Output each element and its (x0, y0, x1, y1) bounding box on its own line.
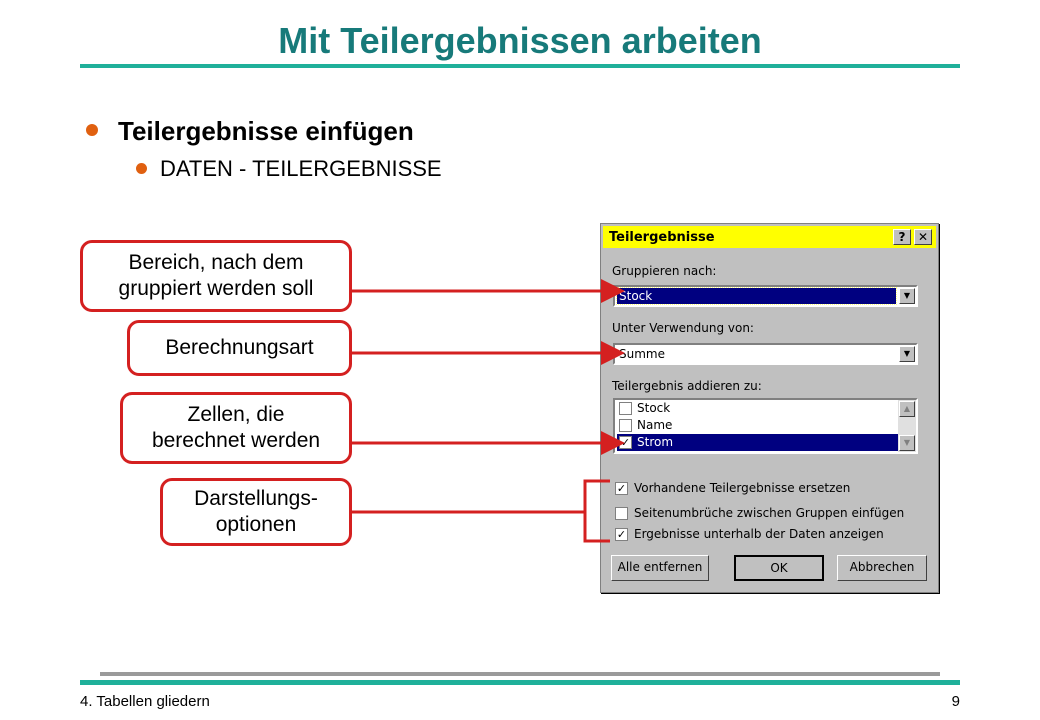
checkbox-strom[interactable]: ✓ (620, 436, 631, 449)
close-button[interactable]: ✕ (914, 229, 932, 245)
remove-all-button[interactable]: Alle entfernen (611, 555, 709, 581)
footer-rule (80, 680, 960, 685)
page-number: 9 (951, 693, 960, 710)
group-label: Gruppieren nach: (612, 264, 717, 278)
function-value: Summe (619, 347, 665, 361)
option-label: Seitenumbrüche zwischen Gruppen einfügen (634, 506, 905, 520)
add-to-label: Teilergebnis addieren zu: (612, 379, 762, 393)
bullet-teilergebnisse-einfuegen: Teilergebnisse einfügen (118, 116, 414, 146)
cancel-button[interactable]: Abbrechen (837, 555, 927, 581)
callout-berechnungsart-text: Berechnungsart (165, 336, 314, 359)
scroll-down-icon[interactable]: ▼ (899, 435, 915, 451)
group-by-value: Stock (617, 288, 896, 304)
bullet-menu-path: DATEN - TEILERGEBNISSE (160, 156, 442, 181)
chevron-down-icon[interactable]: ▼ (899, 288, 915, 304)
slide-title: Mit Teilergebnissen arbeiten (278, 20, 762, 61)
bracket-darstellung (352, 481, 610, 541)
function-label: Unter Verwendung von: (612, 321, 754, 335)
dialog-title: Teilergebnisse (609, 230, 715, 245)
callout-bereich-text: Bereich, nach dem gruppiert werden soll (118, 251, 314, 300)
footer-chapter: 4. Tabellen gliedern (80, 693, 210, 710)
chevron-down-icon[interactable]: ▼ (899, 346, 915, 362)
ok-button[interactable]: OK (734, 555, 824, 581)
help-button[interactable]: ? (893, 229, 911, 245)
checkbox-replace[interactable]: ✓ (616, 482, 627, 495)
footer-shadow-rule (100, 672, 940, 676)
callout-darstellung-text: Darstellungs- optionen (194, 487, 318, 536)
option-label: Vorhandene Teilergebnisse ersetzen (634, 481, 851, 495)
scroll-up-icon[interactable]: ▲ (899, 401, 915, 417)
option-label: Ergebnisse unterhalb der Daten anzeigen (634, 527, 884, 541)
list-item-label: Stock (637, 401, 671, 415)
checkbox-summary-below[interactable]: ✓ (616, 528, 627, 541)
callout-zellen-text: Zellen, die berechnet werden (151, 403, 321, 452)
list-item-label: Name (637, 418, 673, 432)
list-item-label: Strom (637, 435, 674, 449)
